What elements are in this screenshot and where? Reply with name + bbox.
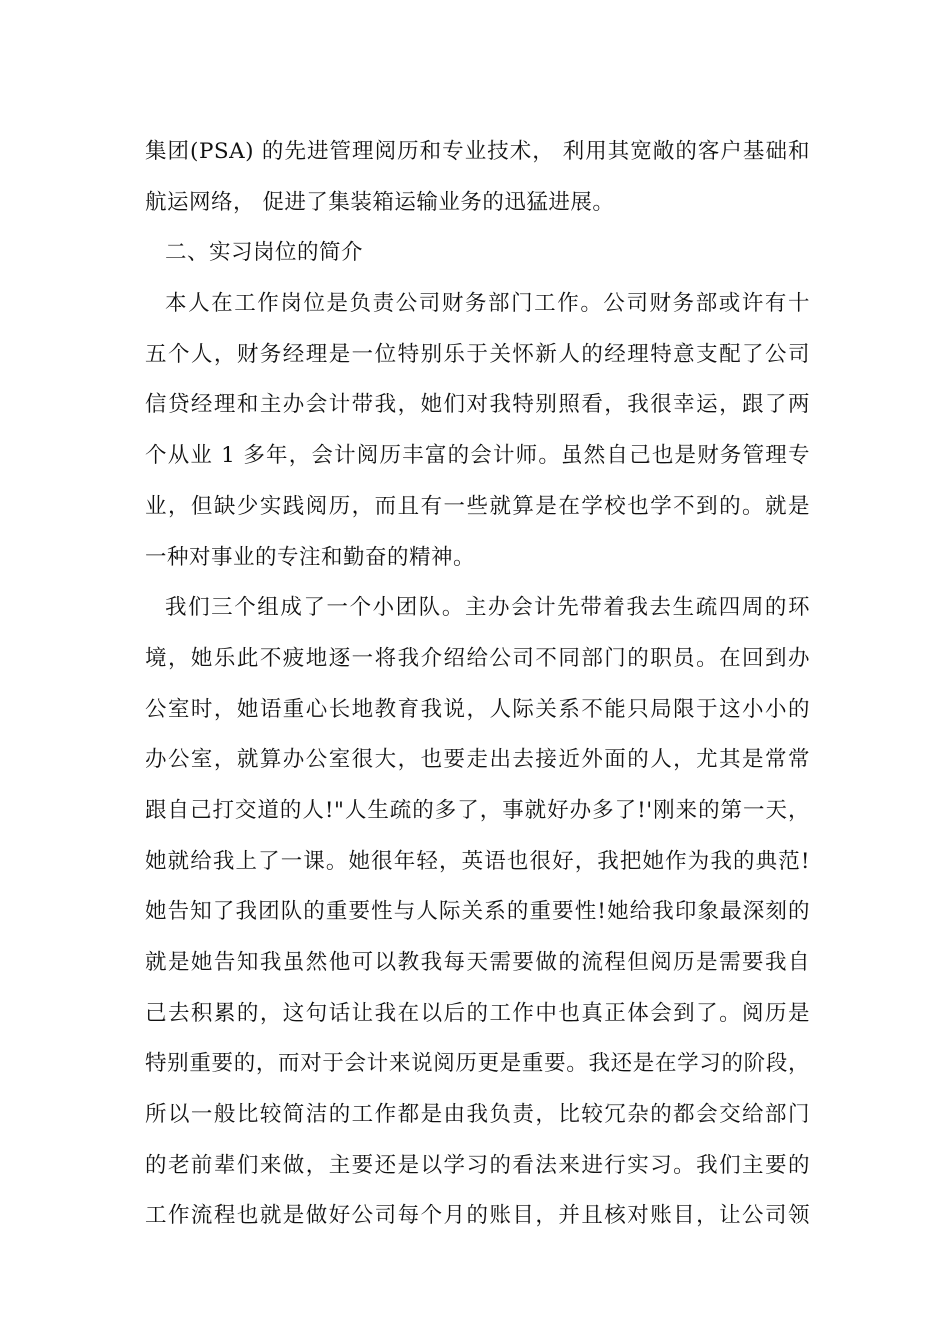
section-heading: 二、实习岗位的简介 [165,240,364,266]
text-line-18: 己去积累的，这句话让我在以后的工作中也真正体会到了。阅历是 [145,1000,810,1026]
text-line-9: 一种对事业的专注和勤奋的精神。 [145,544,476,570]
text-line-7: 个从业 1 多年，会计阅历丰富的会计师。虽然自己也是财务管理专 [145,443,810,469]
text-line-20: 所以一般比较简洁的工作都是由我负责，比较冗杂的都会交给部门 [145,1102,810,1128]
text-line-1: 集团(PSA) 的先进管理阅历和专业技术， 利用其宽敞的客户基础和 [145,139,810,164]
text-line-6: 信贷经理和主办会计带我，她们对我特别照看，我很幸运，跟了两 [145,392,810,418]
text-line-21: 的老前辈们来做，主要还是以学习的看法来进行实习。我们主要的 [145,1152,810,1178]
text-line-15: 她就给我上了一课。她很年轻，英语也很好，我把她作为我的典范! [145,848,810,874]
text-line-22: 工作流程也就是做好公司每个月的账目，并且核对账目，让公司领 [145,1203,810,1229]
text-line-14: 跟自己打交道的人!"人生疏的多了，事就好办多了!'刚来的第一天， [145,797,810,823]
text-line-12: 公室时，她语重心长地教育我说，人际关系不能只局限于这小小的 [145,696,810,722]
text-line-16: 她告知了我团队的重要性与人际关系的重要性!她给我印象最深刻的 [145,899,810,925]
text-line-4: 本人在工作岗位是负责公司财务部门工作。公司财务部或许有十 [165,291,810,317]
text-line-17: 就是她告知我虽然他可以教我每天需要做的流程但阅历是需要我自 [145,950,810,975]
document-body [145,127,810,1242]
text-line-5: 五个人，财务经理是一位特别乐于关怀新人的经理特意支配了公司 [145,341,810,367]
text-line-10: 我们三个组成了一个小团队。主办会计先带着我去生疏四周的环 [165,595,810,621]
text-line-2: 航运网络， 促进了集装箱运输业务的迅猛进展。 [145,189,615,215]
text-line-13: 办公室，就算办公室很大，也要走出去接近外面的人，尤其是常常 [145,747,810,773]
text-line-8: 业，但缺少实践阅历，而且有一些就算是在学校也学不到的。就是 [145,493,810,519]
text-line-19: 特别重要的，而对于会计来说阅历更是重要。我还是在学习的阶段， [145,1051,810,1077]
text-line-11: 境，她乐此不疲地逐一将我介绍给公司不同部门的职员。在回到办 [145,645,810,671]
